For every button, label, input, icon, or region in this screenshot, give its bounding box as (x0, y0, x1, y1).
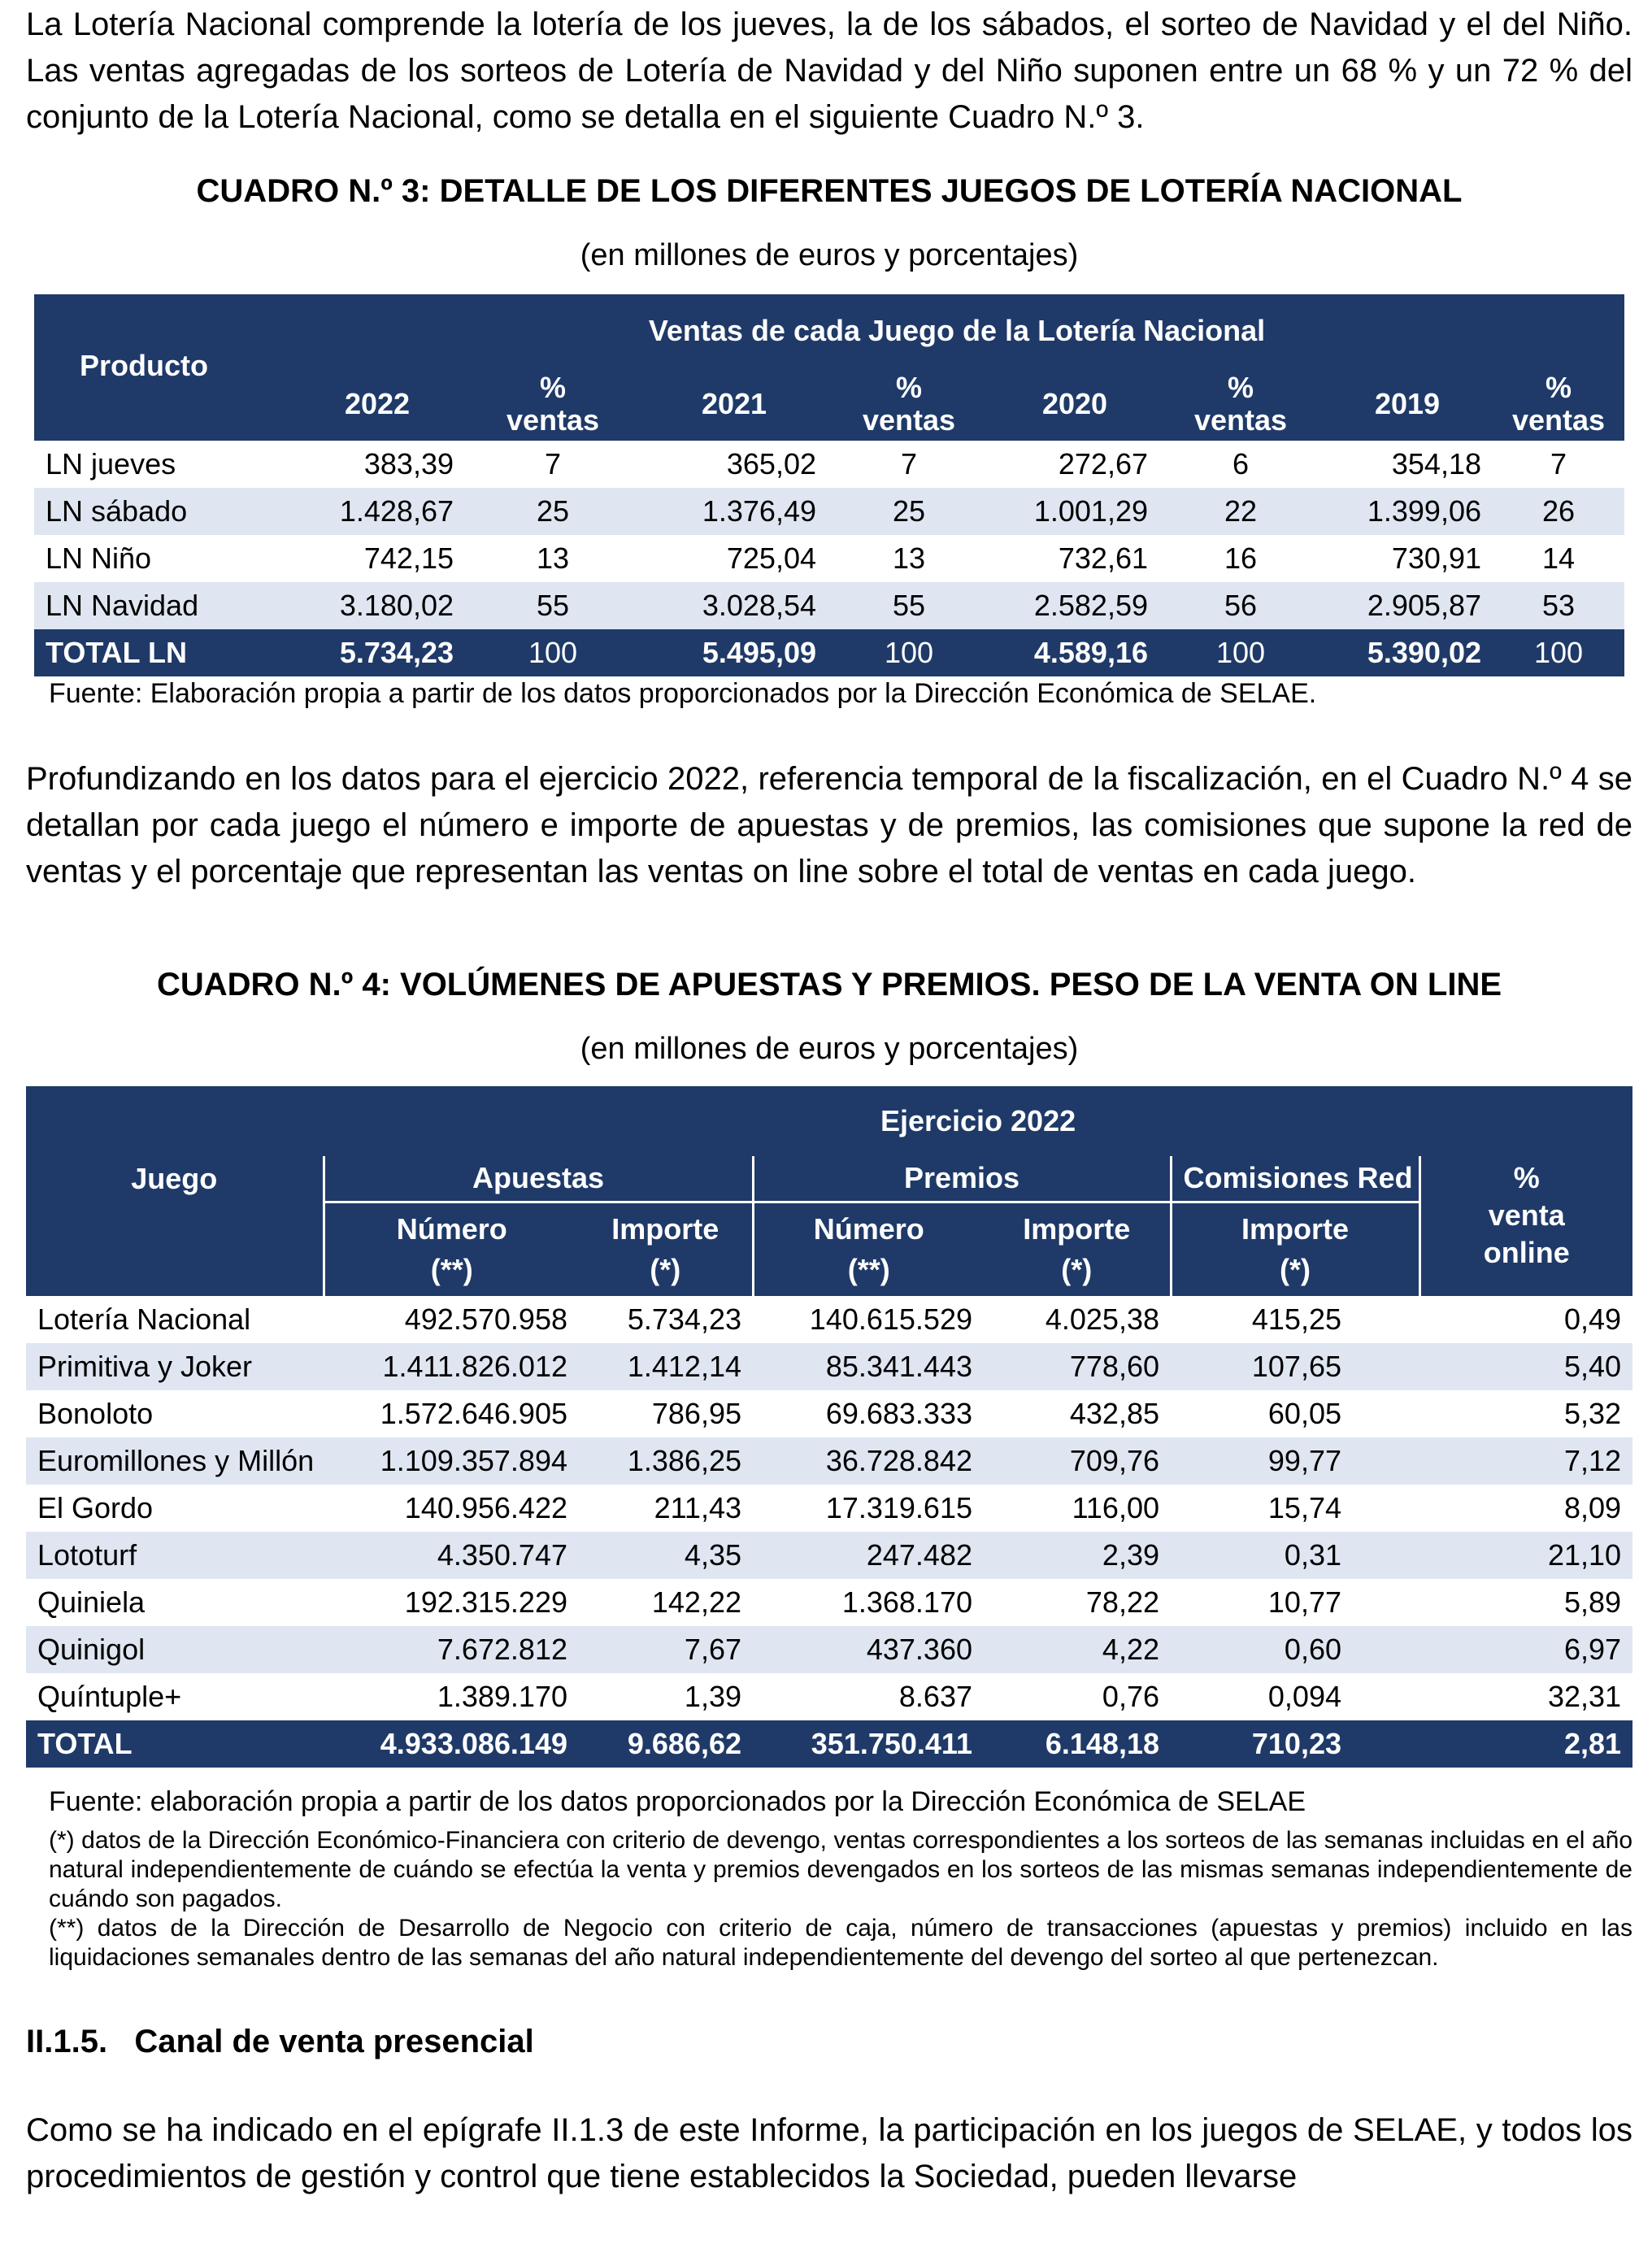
header-juego: Juego (26, 1156, 324, 1202)
cell-pi: 4.025,38 (1045, 1302, 1159, 1336)
cell-v2022: 3.180,02 (289, 582, 465, 629)
cell-p2019: 14 (1541, 541, 1576, 575)
total-v2019: 5.390,02 (1322, 629, 1493, 676)
cell-p2020: 56 (1159, 582, 1322, 629)
cell-v2020: 732,61 (1058, 541, 1148, 575)
header-juego-top (26, 1086, 324, 1156)
cell-v2019: 354,18 (1391, 447, 1481, 481)
header-product: Producto (34, 294, 289, 441)
cell-an: 192.315.229 (404, 1585, 567, 1619)
header-premios: Premios (753, 1156, 1171, 1202)
cell-v2021: 3.028,54 (641, 582, 828, 629)
header-apuestas-numero: Número (**) (324, 1202, 579, 1296)
header-pct-online: % venta online (1419, 1156, 1632, 1296)
cell-p2020: 16 (1224, 541, 1258, 575)
total-p2021: 100 (828, 629, 990, 676)
cell-v2021: 1.376,49 (641, 488, 828, 535)
cell-ci: 99,77 (1171, 1437, 1419, 1485)
cell-ai: 211,43 (654, 1491, 741, 1524)
cell-v2022: 1.428,67 (289, 488, 465, 535)
cell-po: 7,12 (1419, 1437, 1632, 1485)
cell-v2020: 2.582,59 (990, 582, 1159, 629)
section-heading: II.1.5. Canal de venta presencial (26, 2024, 534, 2059)
table-row (26, 1673, 1632, 1720)
table-row (26, 1579, 1632, 1626)
cell-po: 5,89 (1563, 1585, 1622, 1619)
cell-pi: 709,76 (984, 1437, 1171, 1485)
table-row (26, 1390, 1632, 1437)
cell-ai: 5.734,23 (627, 1302, 741, 1336)
cell-ai: 142,22 (651, 1585, 741, 1619)
cell-ci: 15,74 (1267, 1491, 1341, 1524)
cell-p2019: 53 (1493, 582, 1624, 629)
cell-p2021: 55 (828, 582, 990, 629)
cell-pn: 140.615.529 (809, 1302, 972, 1336)
total-v2022: 5.734,23 (289, 629, 465, 676)
total-p2020: 100 (1159, 629, 1322, 676)
total-ai: 9.686,62 (579, 1720, 753, 1768)
table3 (34, 294, 1624, 676)
total-row (26, 1720, 1632, 1768)
cell-pn: 437.360 (753, 1626, 984, 1673)
row-label: Primitiva y Joker (26, 1343, 324, 1390)
header-pct-2022: % ventas (465, 367, 641, 441)
cell-v2022: 742,15 (363, 541, 454, 575)
cell-po: 6,97 (1419, 1626, 1632, 1673)
cell-po: 21,10 (1419, 1532, 1632, 1579)
cell-p2022: 13 (536, 541, 570, 575)
cell-ai: 4,35 (579, 1532, 753, 1579)
row-label: Quiniela (37, 1585, 146, 1619)
cell-pn: 1.368.170 (841, 1585, 972, 1619)
table-row (34, 488, 1624, 535)
total-label: TOTAL (26, 1720, 324, 1768)
cell-v2020: 1.001,29 (990, 488, 1159, 535)
cell-pi: 2,39 (984, 1532, 1171, 1579)
cell-v2019: 1.399,06 (1322, 488, 1493, 535)
row-label: LN jueves (46, 447, 176, 481)
cell-p2020: 6 (1232, 447, 1250, 481)
row-label: LN Navidad (34, 582, 289, 629)
cell-v2021: 725,04 (726, 541, 816, 575)
table-row (34, 441, 1624, 488)
cell-p2020: 22 (1159, 488, 1322, 535)
table-row (26, 1532, 1632, 1579)
row-label: Euromillones y Millón (26, 1437, 324, 1485)
closing-paragraph: Como se ha indicado en el epígrafe II.1.3 de este Informe, la participación en los juegos de SELAE, y todos los procedimientos de gestión y control que tiene establecidos la Sociedad, pueden llevarse (26, 2112, 1632, 2194)
row-label: Quíntuple+ (37, 1680, 182, 1713)
cell-an: 140.956.422 (404, 1491, 567, 1524)
row-label: LN sábado (34, 488, 289, 535)
cell-po: 5,40 (1419, 1343, 1632, 1390)
cell-ai: 1.386,25 (579, 1437, 753, 1485)
total-pi: 6.148,18 (984, 1720, 1171, 1768)
table3-source: Fuente: Elaboración propia a partir de los datos proporcionados por la Dirección Económica de SELAE. (49, 678, 1317, 709)
row-label: Lotería Nacional (37, 1302, 251, 1336)
cell-v2019: 2.905,87 (1322, 582, 1493, 629)
cell-pi: 116,00 (1072, 1491, 1159, 1524)
header-year-2020: 2020 (990, 367, 1159, 441)
total-pn: 351.750.411 (753, 1720, 984, 1768)
table4-note-accrual: (*) datos de la Dirección Económico-Financiera con criterio de devengo, ventas correspondientes a los sorteos de las semanas incluidas en el año natural independientemente de cuándo se efectúa la venta y premios devengados en los sorteos de las mismas semanas independientemente de cuándo son pagados. (49, 1827, 1632, 1912)
table4-source: Fuente: elaboración propia a partir de los datos proporcionados por la Dirección Económica de SELAE (49, 1786, 1306, 1817)
cell-pi: 78,22 (1085, 1585, 1159, 1619)
total-p2022: 100 (465, 629, 641, 676)
total-p2019: 100 (1493, 629, 1624, 676)
header-premios-importe: Importe (*) (984, 1202, 1171, 1296)
row-label: El Gordo (37, 1491, 154, 1524)
header-apuestas-importe: Importe (*) (579, 1202, 753, 1296)
cell-an: 1.411.826.012 (324, 1343, 579, 1390)
cell-p2021: 25 (828, 488, 990, 535)
table-row (26, 1437, 1632, 1485)
cell-ci: 0,60 (1171, 1626, 1419, 1673)
total-label: TOTAL LN (34, 629, 289, 676)
table-row (26, 1626, 1632, 1673)
header-apuestas: Apuestas (324, 1156, 753, 1202)
header-sales-group: Ventas de cada Juego de la Lotería Nacional (289, 294, 1624, 367)
header-juego-bottom (26, 1202, 324, 1296)
cell-po: 5,32 (1563, 1397, 1622, 1430)
cell-v2020: 272,67 (1058, 447, 1148, 481)
cell-ci: 415,25 (1251, 1302, 1341, 1336)
cell-pi: 432,85 (1069, 1397, 1159, 1430)
cell-v2019: 730,91 (1391, 541, 1481, 575)
row-label: Quinigol (26, 1626, 324, 1673)
cell-an: 4.350.747 (324, 1532, 579, 1579)
cell-an: 1.389.170 (437, 1680, 567, 1713)
total-an: 4.933.086.149 (324, 1720, 579, 1768)
total-po: 2,81 (1419, 1720, 1632, 1768)
header-pct-2020: % ventas (1159, 367, 1322, 441)
cell-ai: 1.412,14 (579, 1343, 753, 1390)
cell-pn: 69.683.333 (825, 1397, 972, 1430)
table-row (26, 1485, 1632, 1532)
header-year-2019: 2019 (1322, 367, 1493, 441)
table3-title: CUADRO N.º 3: DETALLE DE LOS DIFERENTES JUEGOS DE LOTERÍA NACIONAL (196, 173, 1463, 209)
cell-ai: 1,39 (684, 1680, 741, 1713)
cell-an: 492.570.958 (404, 1302, 567, 1336)
cell-ci: 60,05 (1267, 1397, 1341, 1430)
cell-pn: 8.637 (898, 1680, 972, 1713)
cell-ci: 107,65 (1171, 1343, 1419, 1390)
total-ci: 710,23 (1171, 1720, 1419, 1768)
header-pct-2019: % ventas (1493, 367, 1624, 441)
cell-p2022: 55 (465, 582, 641, 629)
header-year: Ejercicio 2022 (324, 1086, 1632, 1156)
table3-subtitle: (en millones de euros y porcentajes) (580, 238, 1079, 272)
cell-an: 7.672.812 (324, 1626, 579, 1673)
cell-po: 0,49 (1563, 1302, 1622, 1336)
table-row (34, 535, 1624, 582)
cell-p2021: 7 (900, 447, 918, 481)
cell-p2022: 7 (544, 447, 562, 481)
cell-pn: 36.728.842 (753, 1437, 984, 1485)
cell-ci: 0,094 (1267, 1680, 1341, 1713)
middle-paragraph: Profundizando en los datos para el ejercicio 2022, referencia temporal de la fiscalización, en el Cuadro N.º 4 se detallan por cada juego el número e importe de apuestas y de premios, las comisiones que supone la red de ventas y el porcentaje que representan las ventas on line sobre el total de ventas en cada juego. (26, 761, 1632, 889)
cell-pi: 778,60 (984, 1343, 1171, 1390)
cell-v2021: 365,02 (726, 447, 816, 481)
table-row (26, 1343, 1632, 1390)
table4-title: CUADRO N.º 4: VOLÚMENES DE APUESTAS Y PREMIOS. PESO DE LA VENTA ON LINE (156, 967, 1502, 1002)
cell-p2019: 7 (1550, 447, 1567, 481)
row-label: Bonoloto (37, 1397, 154, 1430)
cell-pi: 0,76 (1102, 1680, 1159, 1713)
table4-subtitle: (en millones de euros y porcentajes) (580, 1032, 1079, 1066)
cell-po: 8,09 (1563, 1491, 1622, 1524)
table4 (26, 1086, 1632, 1768)
cell-p2019: 26 (1493, 488, 1624, 535)
total-v2021: 5.495,09 (641, 629, 828, 676)
cell-v2022: 383,39 (363, 447, 454, 481)
cell-an: 1.572.646.905 (380, 1397, 567, 1430)
cell-pn: 247.482 (753, 1532, 984, 1579)
header-premios-numero: Número (**) (753, 1202, 984, 1296)
cell-pi: 4,22 (984, 1626, 1171, 1673)
cell-p2021: 13 (892, 541, 926, 575)
table4-note-cash: (**) datos de la Dirección de Desarrollo de Negocio con criterio de caja, número de transacciones (apuestas y premios) incluido en las liquidaciones semanales dentro de las semanas del año natural independientemente del devengo del sorteo al que pertenezcan. (49, 1915, 1632, 1971)
cell-ai: 7,67 (579, 1626, 753, 1673)
cell-an: 1.109.357.894 (324, 1437, 579, 1485)
cell-pn: 17.319.615 (825, 1491, 972, 1524)
cell-ci: 0,31 (1171, 1532, 1419, 1579)
cell-ci: 10,77 (1267, 1585, 1341, 1619)
header-year-2022: 2022 (289, 367, 465, 441)
total-v2020: 4.589,16 (990, 629, 1159, 676)
header-comisiones-importe: Importe (*) (1171, 1202, 1419, 1296)
row-label: Lototurf (26, 1532, 324, 1579)
cell-pn: 85.341.443 (753, 1343, 984, 1390)
table-row (26, 1296, 1632, 1343)
cell-p2022: 25 (465, 488, 641, 535)
total-row (34, 629, 1624, 676)
table-row (34, 582, 1624, 629)
row-label: LN Niño (46, 541, 152, 575)
intro-paragraph: La Lotería Nacional comprende la lotería de los jueves, la de los sábados, el sorteo de Navidad y el del Niño. Las ventas agregadas de los sorteos de Lotería de Navidad y del Niño suponen entre un 68 % y un 72 % del conjunto de la Lotería Nacional, como se detalla en el siguiente Cuadro N.º 3. (26, 7, 1632, 135)
header-pct-2021: % ventas (828, 367, 990, 441)
header-year-2021: 2021 (641, 367, 828, 441)
header-comisiones: Comisiones Red (1171, 1156, 1419, 1202)
cell-po: 32,31 (1547, 1680, 1622, 1713)
cell-ai: 786,95 (651, 1397, 741, 1430)
